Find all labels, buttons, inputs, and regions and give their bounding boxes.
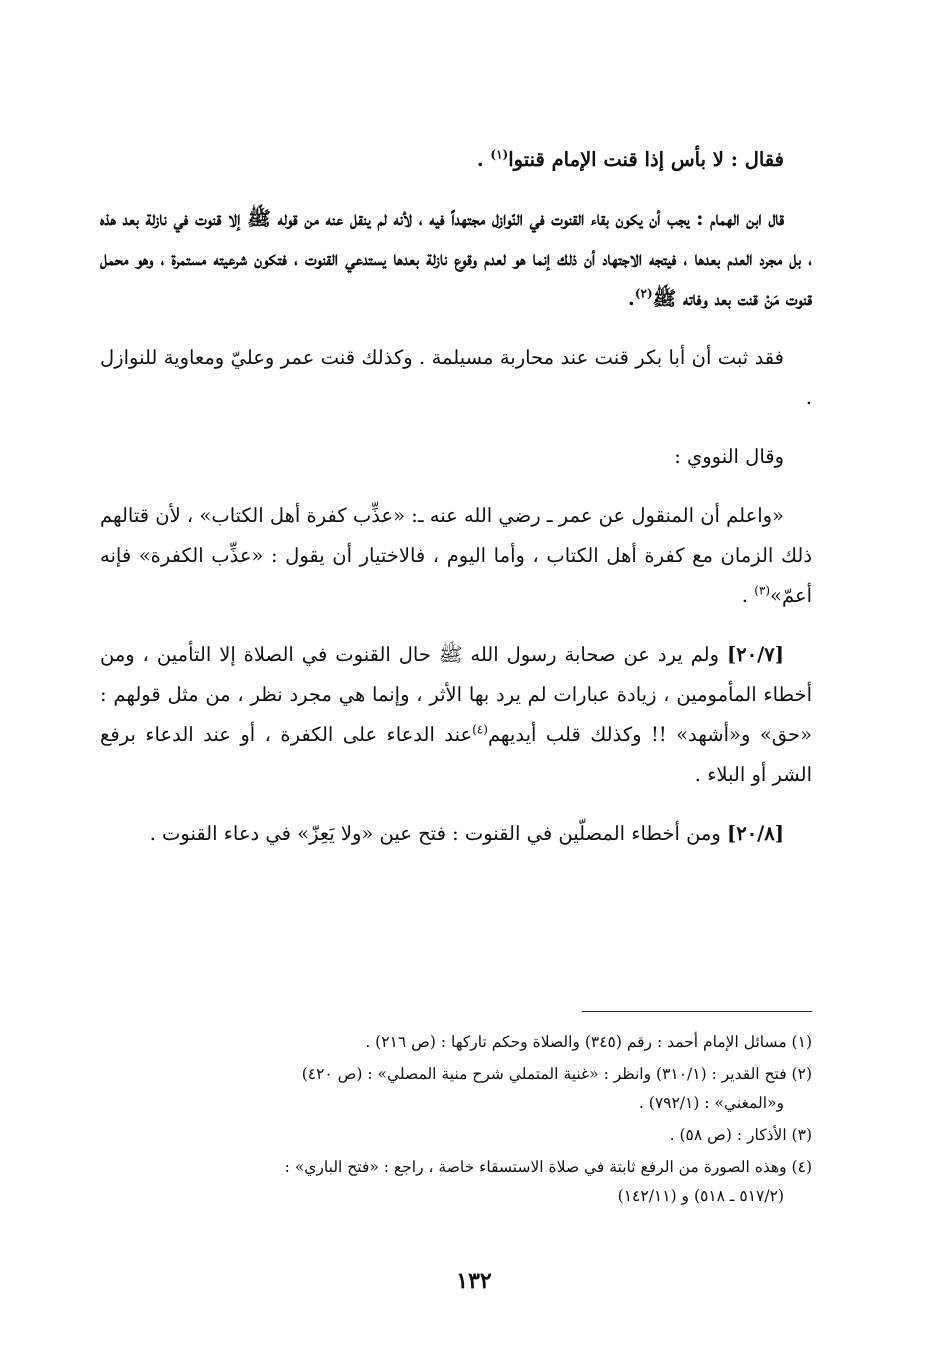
footnote-3: (٣) الأذكار : (ص ٥٨) . [669,1126,812,1144]
quote-text: «واعلم أن المنقول عن عمر ـ رضي الله عنه ـ: «عذِّب كفرة أهل الكتاب» ، لأن قتالهم ذلك الزمان مع كفرة أهل الكتاب ، وأما اليوم ، فالاختيار أن يقول : «عذِّب الكفرة» فإنه أعمّ» [100,504,812,607]
main-text [100,140,812,873]
paragraph-2 [100,199,812,319]
paragraph-3: فقد ثبت أن أبا بكر قنت عند محاربة مسيلمة . وكذلك قنت عمر وعليّ ومعاوية للنوازل . [100,346,812,409]
footnote-4-line-2: (٥١٧/٢ ـ ٥١٨) و (١٤٢/١١) [617,1187,784,1205]
footnote-ref-2[interactable]: (٢) [634,286,653,301]
paragraph-2-text: قال ابن الهمام : يجب أن يكون بقاء القنوت في النّوازل مجتهداً فيه ، لأنه لم ينقل عنه من قوله ﷺ إلا قنوت في نازلة بعد هذه ، بل مجرد العدم بعدها ، فيتجه الاجتهاد أن ذلك إنما هو لعدم وقوع نازلة بعدها يستدعي القنوت ، فتكون شرعيته مستمرة ، وهو محمل قنوت مَنْ قنت بعد وفاته ﷺ [100,207,812,310]
paragraph-1-end: . [476,148,491,171]
footnote-1: (١) مسائل الإمام أحمد : رقم (٣٤٥) والصلاة وحكم تاركها : (ص ٢١٦) . [365,1033,812,1051]
paragraph-6-text-b: عند الدعاء على الكفرة ، أو عند الدعاء برفع الشر أو البلاء . [100,723,812,786]
footnote-4-line-1: (٤) وهذه الصورة من الرفع ثابتة في صلاة الاستسقاء خاصة ، راجع : «فتح الباري» : [284,1158,812,1176]
paragraph-1 [100,140,812,180]
footnote-4 [100,1153,812,1211]
paragraph-1-text: فقال : لا بأس إذا قنت الإمام قنتوا [508,148,784,171]
page-number: ١٣٢ [456,1268,492,1294]
paragraph-6 [100,635,812,795]
footnote-divider [582,1011,812,1012]
section-number-20-7: [٢٠/٧] [726,643,784,666]
paragraph-2-end: . [628,287,635,310]
footnote-ref-1[interactable]: (١) [490,147,509,162]
section-number-20-8: [٢٠/٨] [726,822,784,845]
paragraph-7-text: ومن أخطاء المصلّين في القنوت : فتح عين «ولا يَعِزّ» في دعاء القنوت . [149,822,727,845]
footnotes [100,1028,812,1214]
paragraph-5-end: . [741,584,755,607]
paragraph-4: وقال النووي : [674,445,784,468]
footnote-2 [100,1060,812,1118]
paragraph-6-text-a: ولم يرد عن صحابة رسول الله ﷺ حال القنوت في الصلاة إلا التأمين ، ومن أخطاء المأمومين ، زيادة عبارات لم يرد بها الأثر ، وإنما هي مجرد نظر ، من مثل قولهم : «حق» و«أشهد» !! وكذلك قلب أيديهم [100,643,812,746]
footnote-ref-4[interactable]: (٤) [472,722,488,737]
paragraph-7 [100,814,812,854]
footnote-2-line-2: و«المغني» : (٧٩٢/١) . [638,1094,784,1112]
footnote-ref-3[interactable]: (٣) [754,583,771,598]
footnote-2-line-1: (٢) فتح القدير : (٣١٠/١) وانظر : «غنية المتملي شرح منية المصلي» : (ص ٤٢٠) [301,1065,812,1083]
paragraph-5 [100,496,812,616]
